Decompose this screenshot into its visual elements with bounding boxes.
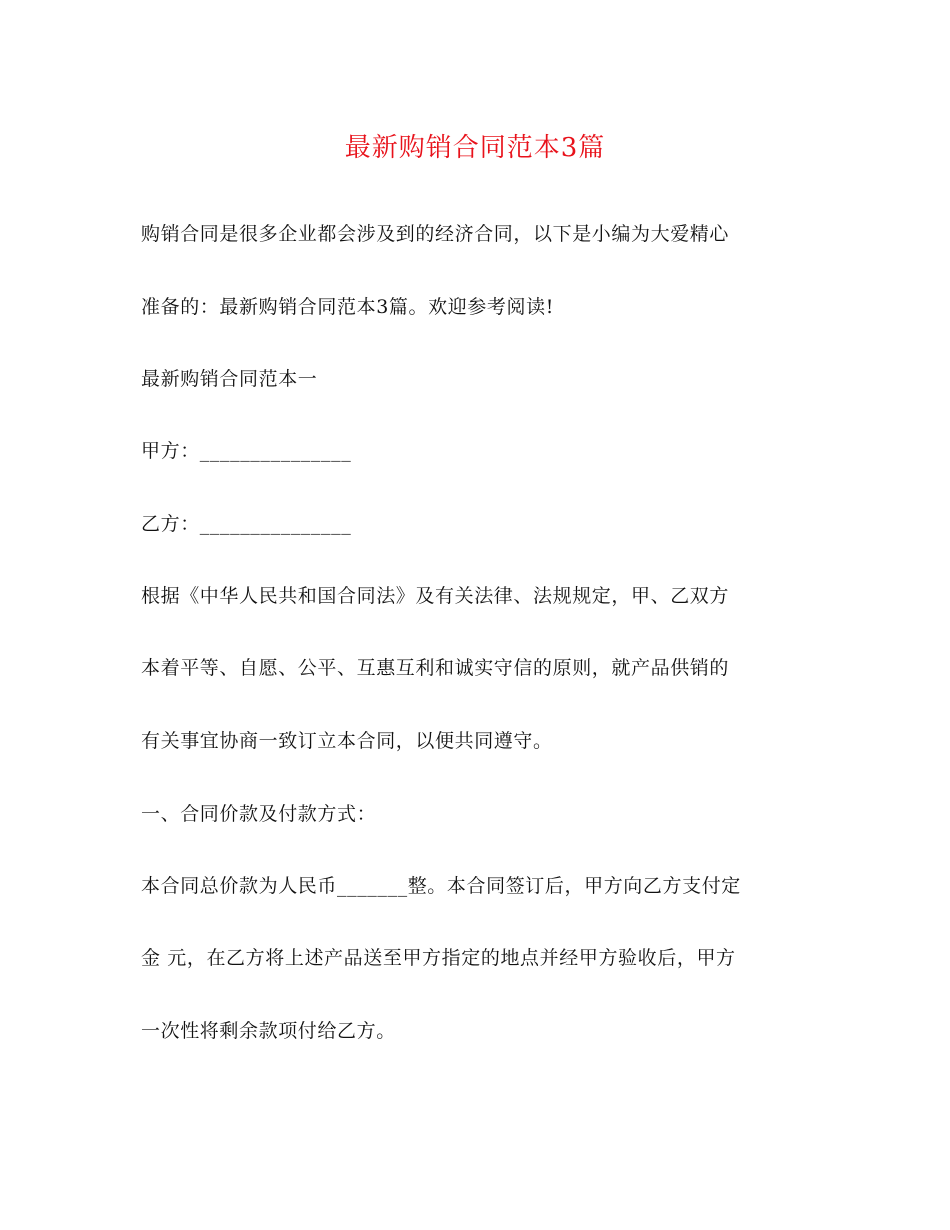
preamble-line-3: 有关事宜协商一致订立本合同，以便共同遵守。 bbox=[141, 730, 553, 752]
preamble-line-2: 本着平等、自愿、公平、互惠互利和诚实守信的原则，就产品供销的 bbox=[141, 657, 730, 679]
party-a-line: 甲方：_______________ bbox=[141, 440, 352, 462]
document-title: 最新购销合同范本3篇 bbox=[344, 133, 606, 163]
clause-one-line-1: 本合同总价款为人民币_______整。本合同签订后，甲方向乙方支付定 bbox=[141, 875, 741, 897]
party-b-line: 乙方：_______________ bbox=[141, 513, 352, 535]
clause-one-heading: 一、合同价款及付款方式： bbox=[141, 803, 377, 825]
intro-line-2: 准备的：最新购销合同范本3篇。欢迎参考阅读! bbox=[141, 296, 554, 318]
clause-one-line-3: 一次性将剩余款项付给乙方。 bbox=[141, 1020, 396, 1042]
clause-one-line-2: 金 元，在乙方将上述产品送至甲方指定的地点并经甲方验收后，甲方 bbox=[141, 947, 736, 969]
section-heading-contract-one: 最新购销合同范本一 bbox=[141, 368, 318, 390]
preamble-line-1: 根据《中华人民共和国合同法》及有关法律、法规规定，甲、乙双方 bbox=[141, 585, 730, 607]
intro-line-1: 购销合同是很多企业都会涉及到的经济合同，以下是小编为大爱精心 bbox=[141, 223, 730, 245]
